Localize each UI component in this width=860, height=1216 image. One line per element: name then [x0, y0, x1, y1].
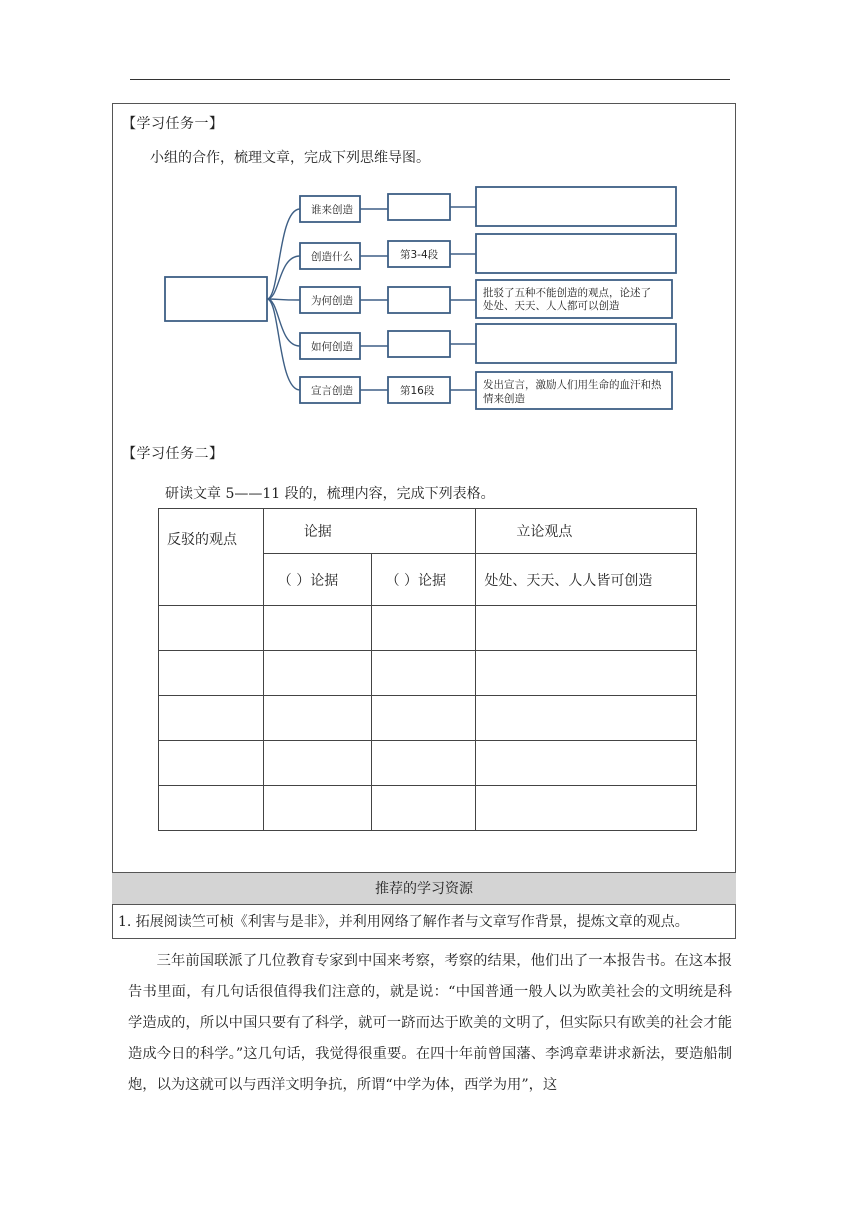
mindmap-root-box	[165, 277, 267, 321]
mindmap-mid-box-4	[388, 331, 450, 357]
task2-title: 【学习任务二】	[122, 446, 224, 462]
resources-header: 推荐的学习资源	[112, 872, 736, 905]
header-evidence-2: （ ）论据	[371, 554, 476, 606]
blank-cell[interactable]	[263, 606, 371, 651]
resource-item-1: 1. 拓展阅读竺可桢《利害与是非》，并利用网络了解作者与文章写作背景，提炼文章的观点。	[118, 914, 689, 930]
blank-cell[interactable]	[476, 741, 697, 786]
table-row	[159, 651, 697, 696]
blank-cell[interactable]	[476, 606, 697, 651]
blank-cell[interactable]	[159, 651, 264, 696]
table-row	[159, 741, 697, 786]
mindmap-mid-box-1	[388, 194, 450, 220]
task2-instruction: 研读文章 5——11 段的，梳理内容，完成下列表格。	[165, 486, 495, 502]
mindmap-label-2: 创造什么	[311, 251, 353, 263]
blank-cell[interactable]	[371, 606, 476, 651]
blank-cell[interactable]	[371, 651, 476, 696]
blank-cell[interactable]	[476, 786, 697, 831]
blank-cell[interactable]	[159, 786, 264, 831]
table-row	[159, 606, 697, 651]
header-rule	[130, 79, 730, 80]
blank-cell[interactable]	[159, 696, 264, 741]
blank-cell[interactable]	[476, 696, 697, 741]
mindmap-right-3-line1: 批驳了五种不能创造的观点，论述了	[483, 287, 651, 299]
blank-cell[interactable]	[263, 651, 371, 696]
analysis-table	[158, 508, 697, 831]
blank-cell[interactable]	[263, 786, 371, 831]
mindmap-right-box-3	[476, 280, 672, 318]
mindmap-label-3: 为何创造	[311, 295, 353, 307]
mindmap-mid-5: 第16段	[400, 385, 435, 397]
blank-cell[interactable]	[159, 606, 264, 651]
mindmap-mid-box-3	[388, 287, 450, 313]
blank-cell[interactable]	[371, 696, 476, 741]
table-row	[159, 696, 697, 741]
blank-cell[interactable]	[371, 741, 476, 786]
blank-cell[interactable]	[159, 741, 264, 786]
mindmap-right-5-line2: 情来创造	[483, 393, 525, 405]
header-evidence: 论据	[263, 509, 476, 554]
mindmap-right-box-2	[476, 234, 676, 273]
mindmap-mid-2: 第3-4段	[400, 249, 439, 261]
task1-instruction: 小组的合作，梳理文章，完成下列思维导图。	[150, 150, 430, 166]
header-thesis: 立论观点	[476, 509, 697, 554]
mindmap-right-5-line1: 发出宣言，激励人们用生命的血汗和热	[483, 379, 662, 391]
blank-cell[interactable]	[371, 786, 476, 831]
article-body	[128, 946, 732, 1101]
task1-title: 【学习任务一】	[122, 116, 224, 132]
header-thesis-value: 处处、天天、人人皆可创造	[476, 554, 697, 606]
table-row	[159, 786, 697, 831]
mindmap-label-4: 如何创造	[311, 341, 353, 353]
header-refute: 反驳的观点	[159, 509, 264, 606]
mindmap-label-1: 谁来创造	[311, 204, 353, 216]
mindmap-right-box-1	[476, 187, 676, 226]
header-evidence-1: （ ）论据	[263, 554, 371, 606]
article-paragraph: 三年前国联派了几位教育专家到中国来考察，考察的结果，他们出了一本报告书。在这本报告书里面，有几句话很值得我们注意的，就是说：“中国普通一般人以为欧美社会的文明统是科学造成的，所以中国只要有了科学，就可一跻而达于欧美的文明了，但实际只有欧美的社会才能造成今日的科学。”这几句话，我觉得很重要。在四十年前曾国藩、李鸿章辈讲求新法，要造船制炮，以为这就可以与西洋文明争抗，所谓“中学为体，西学为用”，这	[128, 953, 732, 1093]
blank-cell[interactable]	[263, 741, 371, 786]
blank-cell[interactable]	[263, 696, 371, 741]
mindmap-right-3-line2: 处处、天天、人人都可以创造	[483, 300, 620, 312]
blank-cell[interactable]	[476, 651, 697, 696]
mind-map	[160, 180, 690, 415]
mindmap-right-box-4	[476, 324, 676, 363]
mindmap-label-5: 宣言创造	[311, 385, 353, 397]
